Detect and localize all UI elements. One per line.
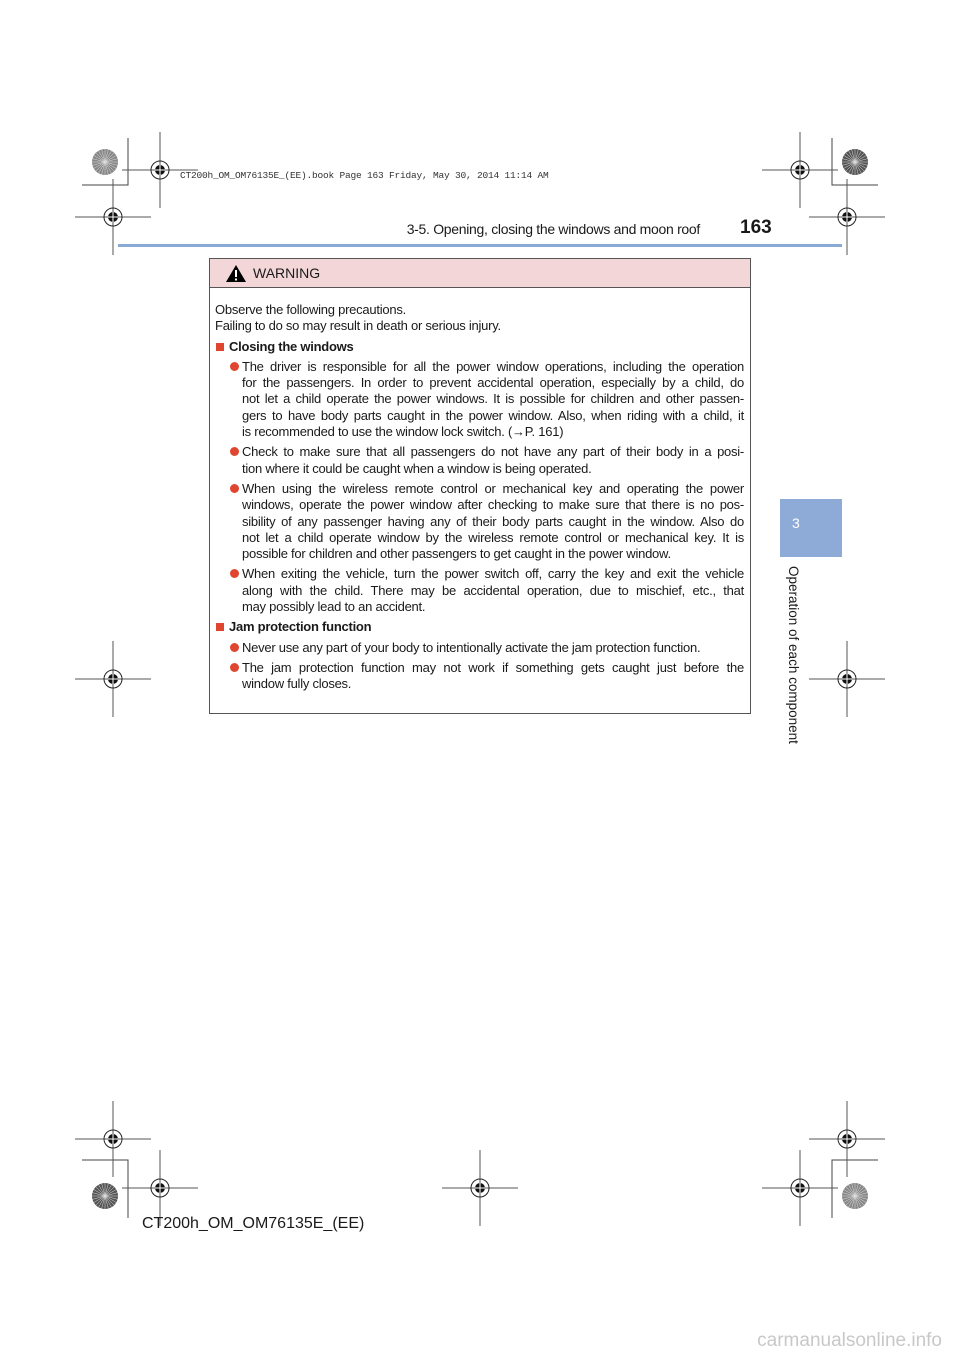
bullet-line: along with the child. There may be accidental operation, due to mischief, etc., that: [242, 582, 744, 598]
intro-line: Observe the following precautions.: [215, 302, 406, 317]
bullet-item: [215, 359, 744, 440]
bullet-dot-icon: [230, 569, 239, 578]
warning-title: WARNING: [253, 265, 321, 281]
bullet-dot-icon: [230, 663, 239, 672]
registration-mark: [809, 641, 885, 717]
color-target-mark: [842, 1183, 868, 1209]
bullet-line: is recommended to use the window lock switch. (→P. 161): [242, 424, 564, 440]
warning-body: [210, 288, 750, 693]
bullet-line: not let a child operate the power windows. It is possible for children and other passen-: [242, 391, 744, 407]
bullet-line: not let a child operate window by the wireless remote control or mechanical key. It is: [242, 529, 744, 545]
footer-code: CT200h_OM_OM76135E_(EE): [142, 1215, 365, 1232]
bullet-item: [215, 566, 744, 615]
page-number: 163: [740, 217, 772, 238]
section-heading: Closing the windows: [215, 339, 744, 355]
bullet-item: [215, 640, 744, 656]
bullet-dot-icon: [230, 447, 239, 456]
warning-box: [209, 258, 751, 714]
warning-triangle-icon: [225, 264, 247, 283]
registration-mark: [442, 1150, 518, 1226]
color-target-mark: [92, 1183, 118, 1209]
section-heading: Jam protection function: [215, 619, 744, 635]
chapter-tab: [780, 499, 842, 557]
bullet-line: The driver is responsible for all the power window operations, including the operation: [242, 358, 744, 374]
bullet-line: sibility of any passenger having any of their body parts caught in the window. Also do: [242, 513, 744, 529]
registration-mark: [762, 1150, 838, 1226]
section-title: 3-5. Opening, closing the windows and moon roof: [406, 221, 700, 237]
book-info: CT200h_OM_OM76135E_(EE).book Page 163 Friday, May 30, 2014 11:14 AM: [180, 170, 549, 181]
warning-header: [210, 259, 750, 288]
bullet-item: [215, 660, 744, 693]
bullet-line: for the passengers. In order to prevent accidental operation, especially by a child, do: [242, 375, 744, 391]
bullet-line: Never use any part of your body to intentionally activate the jam protection function.: [242, 639, 701, 655]
header-rule: [118, 244, 842, 247]
bullet-line: may possibly lead to an accident.: [242, 599, 426, 615]
bullet-line: When exiting the vehicle, turn the power switch off, carry the key and exit the vehicle: [242, 566, 744, 582]
registration-mark: [762, 132, 838, 208]
bullet-item: [215, 481, 744, 562]
bullet-item: [215, 444, 744, 477]
color-target-mark: [92, 149, 118, 175]
bullet-line: possible for children and other passengers to get caught in the power window.: [242, 546, 671, 562]
registration-mark: [809, 1101, 885, 1177]
chapter-number: 3: [792, 515, 800, 531]
bullet-dot-icon: [230, 362, 239, 371]
registration-mark: [75, 1101, 151, 1177]
bullet-line: gers to have body parts caught in the power window. Also, when riding with a child, it: [242, 407, 744, 423]
bullet-dot-icon: [230, 484, 239, 493]
bullet-line: Check to make sure that all passengers do not have any part of their body in a posi-: [242, 444, 744, 460]
chapter-label: Operation of each component: [786, 566, 801, 744]
bullet-line: The jam protection function may not work if something gets caught just before the: [242, 659, 744, 675]
bullet-line: window fully closes.: [242, 676, 352, 692]
bullet-dot-icon: [230, 643, 239, 652]
watermark: carmanualsonline.info: [757, 1330, 942, 1351]
bullet-line: tion where it could be caught when a window is being operated.: [242, 460, 592, 476]
bullet-line: When using the wireless remote control or mechanical key and operating the power: [242, 480, 744, 496]
bullet-line: windows, operate the power window after checking to make sure that there is no pos-: [242, 497, 744, 513]
intro-line: Failing to do so may result in death or serious injury.: [215, 318, 501, 334]
color-target-mark: [842, 149, 868, 175]
registration-mark: [75, 641, 151, 717]
